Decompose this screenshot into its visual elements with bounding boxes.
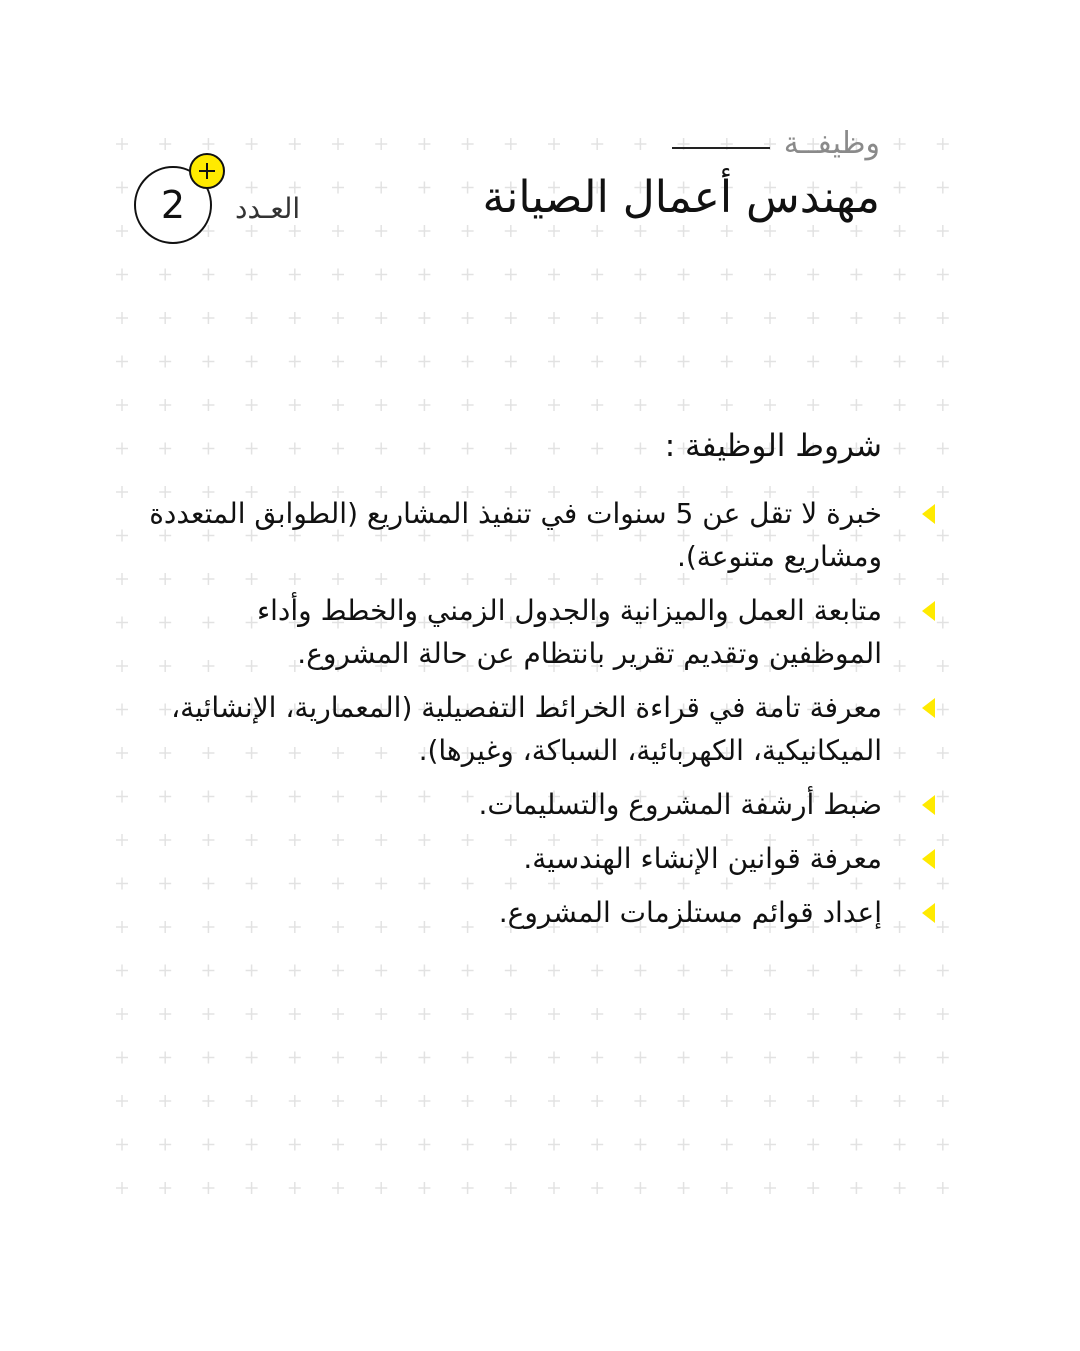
count-label: العـدد: [235, 192, 301, 225]
eyebrow-divider: [672, 147, 770, 149]
bullet-triangle-icon: [922, 504, 935, 524]
requirement-text: معرفة تامة في قراءة الخرائط التفصيلية (المعمارية، الإنشائية، الميكانيكية، الكهربائية، السباكة، وغيرها).: [171, 691, 882, 767]
requirement-text: معرفة قوانين الإنشاء الهندسية.: [523, 842, 882, 875]
requirements-list: [135, 492, 935, 945]
bullet-triangle-icon: [922, 849, 935, 869]
bullet-triangle-icon: [922, 698, 935, 718]
bullet-triangle-icon: [922, 795, 935, 815]
bullet-triangle-icon: [922, 601, 935, 621]
requirement-text: إعداد قوائم مستلزمات المشروع.: [498, 896, 882, 929]
count-value: 2: [160, 183, 186, 227]
requirement-item: [135, 891, 935, 934]
bullet-triangle-icon: [922, 903, 935, 923]
requirements-heading: شروط الوظيفة :: [664, 428, 882, 464]
requirement-item: [135, 686, 935, 772]
requirement-item: [135, 837, 935, 880]
job-title: مهندس أعمال الصيانة: [482, 172, 880, 223]
job-eyebrow-label: وظيفــة: [783, 126, 880, 161]
requirement-item: [135, 589, 935, 675]
job-eyebrow: [672, 126, 880, 161]
requirement-item: [135, 492, 935, 578]
plus-icon: [189, 153, 225, 189]
requirement-text: ضبط أرشفة المشروع والتسليمات.: [478, 788, 882, 821]
requirement-text: خبرة لا تقل عن 5 سنوات في تنفيذ المشاريع (الطوابق المتعددة ومشاريع متنوعة).: [149, 497, 882, 573]
requirement-text: متابعة العمل والميزانية والجدول الزمني والخطط وأداء الموظفين وتقديم تقرير بانتظام عن حالة المشروع.: [256, 594, 882, 670]
requirement-item: [135, 783, 935, 826]
